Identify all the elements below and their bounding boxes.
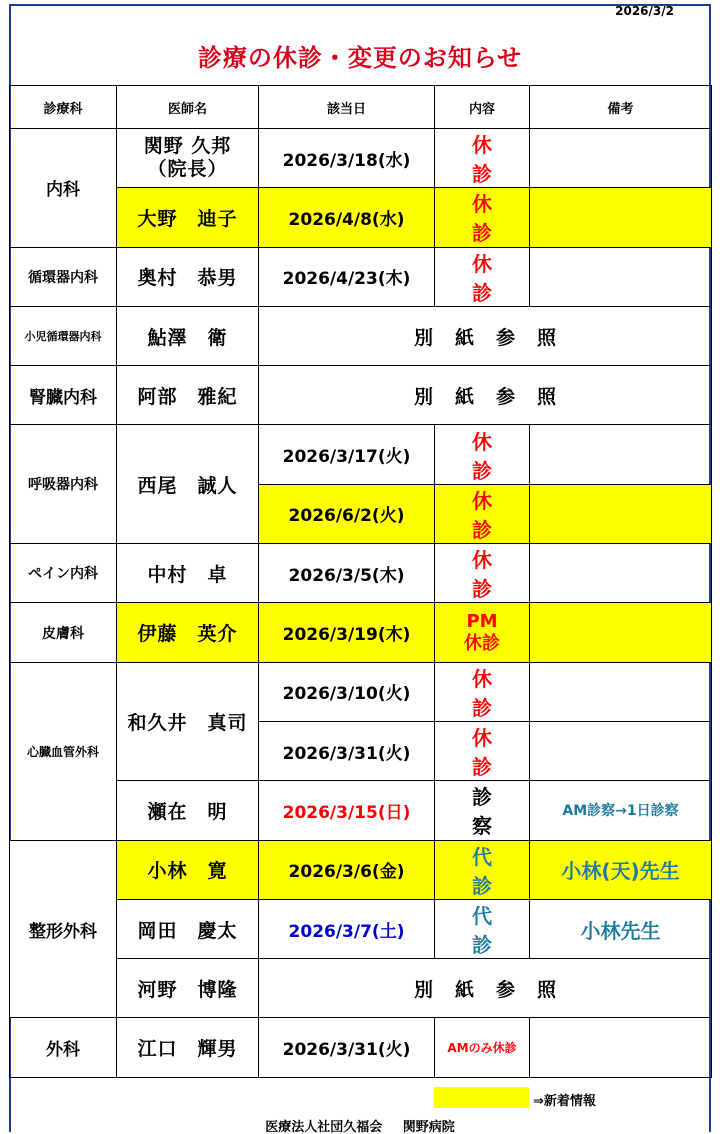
content-cell: 休 診 — [435, 188, 530, 247]
doctor-cell: 大野 迪子 — [117, 188, 259, 247]
dept-cell: 皮膚科 — [10, 603, 117, 662]
dept-cell: 内科 — [10, 129, 117, 248]
note-cell — [530, 129, 712, 188]
content-cell: 休 診 — [435, 247, 530, 306]
dept-cell: 心臓血管外科 — [10, 662, 117, 840]
date-cell: 2026/3/17(火) — [259, 425, 435, 484]
header-dept: 診療科 — [10, 86, 117, 129]
dept-cell: 小児循環器内科 — [10, 306, 117, 365]
note-cell — [530, 544, 712, 603]
date-cell: 2026/4/23(木) — [259, 247, 435, 306]
note-cell — [530, 425, 712, 484]
dept-cell: 整形外科 — [10, 840, 117, 1018]
reference-cell: 別紙参照 — [259, 306, 712, 365]
header-doctor: 医師名 — [117, 86, 259, 129]
schedule-table — [9, 85, 712, 1078]
content-cell: 休 診 — [435, 129, 530, 188]
content-cell: 休 診 — [435, 662, 530, 721]
header-content: 内容 — [435, 86, 530, 129]
doctor-cell: 岡田 慶太 — [117, 899, 259, 958]
note-cell — [530, 603, 712, 662]
content-cell: 診 察 — [435, 781, 530, 840]
dept-cell: ペイン内科 — [10, 544, 117, 603]
table-row — [10, 1018, 712, 1077]
note-cell — [530, 188, 712, 247]
table-row — [10, 544, 712, 603]
content-cell: 休 診 — [435, 425, 530, 484]
date-cell: 2026/3/31(火) — [259, 721, 435, 780]
doctor-cell: 江口 輝男 — [117, 1018, 259, 1077]
legend-label: ⇒新着情報 — [533, 1094, 596, 1109]
content-cell: 休 診 — [435, 721, 530, 780]
reference-cell: 別紙参照 — [259, 366, 712, 425]
dept-cell: 循環器内科 — [10, 247, 117, 306]
header-note: 備考 — [530, 86, 712, 129]
footer-hospital: 関野病院 — [402, 1120, 455, 1134]
content-cell: 休 診 — [435, 484, 530, 543]
date-cell: 2026/6/2(火) — [259, 484, 435, 543]
doctor-cell: 瀬在 明 — [117, 781, 259, 840]
note-cell — [530, 721, 712, 780]
table-row — [10, 366, 712, 425]
issue-date: 2026/3/2 — [615, 4, 674, 18]
doctor-cell: 鮎澤 衛 — [117, 306, 259, 365]
note-cell: 小林先生 — [530, 899, 712, 958]
doctor-cell: 西尾 誠人 — [117, 425, 259, 544]
table-row — [10, 603, 712, 662]
dept-cell: 外科 — [10, 1018, 117, 1077]
doctor-cell: 和久井 真司 — [117, 662, 259, 781]
date-cell: 2026/3/31(火) — [259, 1018, 435, 1077]
table-row — [10, 840, 712, 899]
table-row — [10, 129, 712, 188]
date-cell: 2026/3/19(木) — [259, 603, 435, 662]
doctor-cell: 関野 久邦 （院長） — [117, 129, 259, 188]
date-cell: 2026/3/18(水) — [259, 129, 435, 188]
content-line: PM — [466, 610, 498, 632]
doctor-cell: 小林 寛 — [117, 840, 259, 899]
date-cell: 2026/3/5(木) — [259, 544, 435, 603]
table-row — [10, 306, 712, 365]
content-cell: 代 診 — [435, 840, 530, 899]
page-title: 診療の休診・変更のお知らせ — [197, 44, 523, 72]
footer-org: 医療法人社団久福会 — [265, 1120, 383, 1134]
date-cell: 2026/4/8(水) — [259, 188, 435, 247]
note-cell — [530, 247, 712, 306]
table-row — [10, 662, 712, 721]
footer — [0, 1116, 720, 1134]
content-cell: 代 診 — [435, 899, 530, 958]
table-row — [10, 425, 712, 484]
header-row — [10, 86, 712, 129]
header-date: 該当日 — [259, 86, 435, 129]
doctor-cell: 阿部 雅紀 — [117, 366, 259, 425]
note-cell — [530, 662, 712, 721]
date-cell: 2026/3/7(土) — [259, 899, 435, 958]
note-cell — [530, 1018, 712, 1077]
reference-cell: 別紙参照 — [259, 959, 712, 1018]
content-line: 休診 — [464, 632, 500, 654]
content-cell: 休 診 — [435, 544, 530, 603]
note-cell — [530, 484, 712, 543]
date-cell: 2026/3/10(火) — [259, 662, 435, 721]
doctor-cell: 河野 博隆 — [117, 959, 259, 1018]
content-cell: AMのみ休診 — [435, 1018, 530, 1077]
content-cell — [435, 603, 530, 662]
note-cell: 小林(天)先生 — [530, 840, 712, 899]
doctor-cell: 伊藤 英介 — [117, 603, 259, 662]
note-cell: AM診察→1日診察 — [530, 781, 712, 840]
dept-cell: 呼吸器内科 — [10, 425, 117, 544]
dept-cell: 腎臓内科 — [10, 366, 117, 425]
legend-swatch — [434, 1087, 529, 1108]
doctor-cell: 奥村 恭男 — [117, 247, 259, 306]
date-cell: 2026/3/6(金) — [259, 840, 435, 899]
date-cell: 2026/3/15(日) — [259, 781, 435, 840]
table-row — [10, 247, 712, 306]
doctor-cell: 中村 卓 — [117, 544, 259, 603]
